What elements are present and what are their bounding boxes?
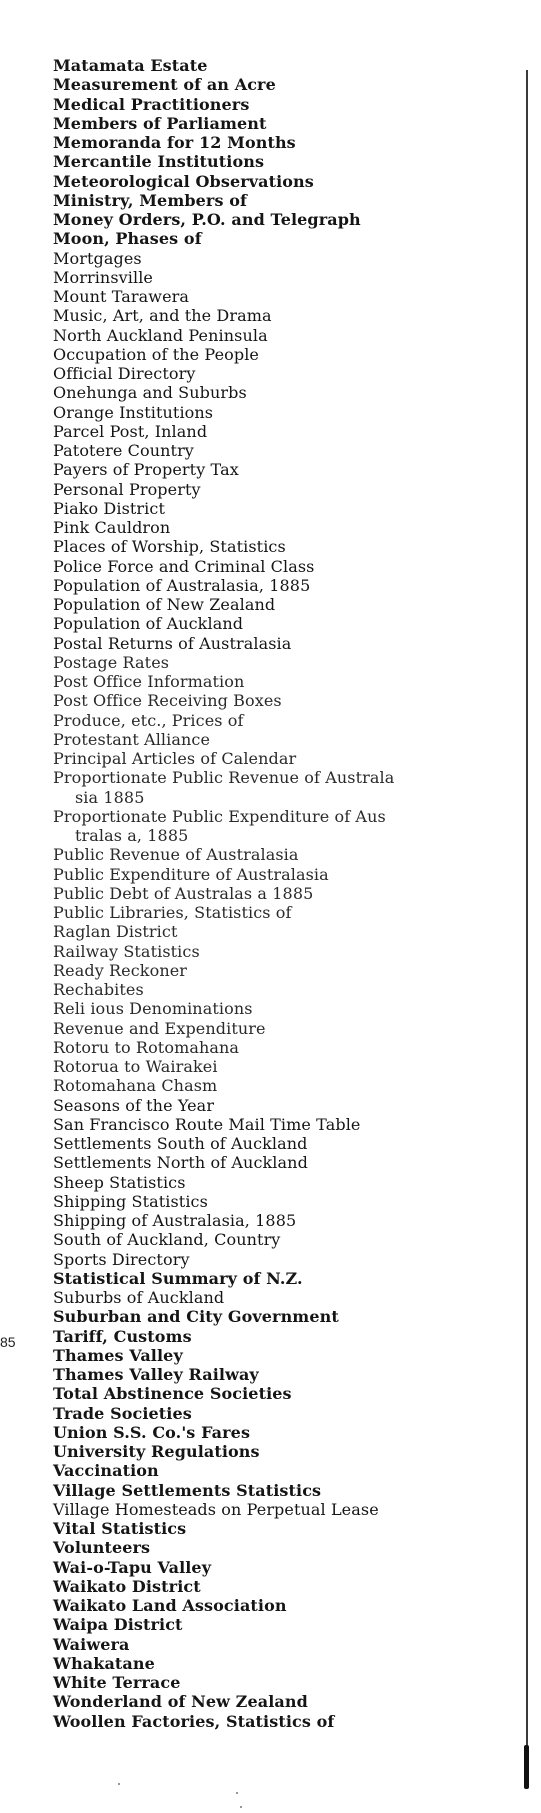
index-entry-text: Sports Directory xyxy=(53,1249,190,1269)
index-entry xyxy=(53,768,515,807)
index-entry xyxy=(53,1635,515,1654)
index-entry-text: Trade Societies xyxy=(53,1403,192,1423)
index-entry-text: Sheep Statistics xyxy=(53,1172,186,1192)
index-entry-text: Woollen Factories, Statistics of xyxy=(53,1711,335,1731)
index-entry xyxy=(53,441,515,460)
index-entry xyxy=(53,326,515,345)
index-entry xyxy=(53,287,515,306)
index-entry-text: Patotere Country xyxy=(53,441,194,460)
index-entry xyxy=(53,1153,515,1172)
index-entry-text: Rechabites xyxy=(53,980,144,999)
index-entry-text: Public Revenue of Australasia xyxy=(53,845,299,865)
index-entry xyxy=(53,1538,515,1557)
index-entry xyxy=(53,845,515,864)
index-entry-list xyxy=(53,56,515,1731)
index-entry-text: Thames Valley xyxy=(53,1345,183,1365)
index-entry-text: Mercantile Institutions xyxy=(53,152,265,172)
index-entry-text: Waikato District xyxy=(53,1576,201,1596)
index-entry xyxy=(53,1038,515,1057)
index-entry-text: Seasons of the Year xyxy=(53,1095,215,1115)
index-entry-text: Post Office Information xyxy=(53,672,245,691)
index-entry xyxy=(53,1500,515,1519)
index-entry xyxy=(53,1211,515,1230)
index-entry-text: South of Auckland, Country xyxy=(53,1230,281,1250)
index-entry-text: Vaccination xyxy=(53,1461,159,1481)
index-entry xyxy=(53,518,515,537)
index-entry-text: Population of New Zealand xyxy=(53,595,276,614)
index-entry xyxy=(53,1057,515,1076)
index-entry xyxy=(53,1288,515,1307)
index-entry xyxy=(53,1423,515,1442)
index-entry-continuation: tralas a, 1885 xyxy=(75,826,189,845)
index-entry xyxy=(53,229,515,248)
index-entry-text: Personal Property xyxy=(53,479,201,499)
index-entry-text: Produce, etc., Prices of xyxy=(53,710,244,730)
index-entry-text: Moon, Phases of xyxy=(53,229,202,249)
index-entry-text: Places of Worship, Statistics xyxy=(53,537,286,557)
index-entry-text: Total Abstinence Societies xyxy=(53,1384,292,1404)
index-entry xyxy=(53,1692,515,1711)
index-entry xyxy=(53,691,515,710)
index-entry-text: Ministry, Members of xyxy=(53,190,247,210)
index-entry-text: Settlements South of Auckland xyxy=(53,1134,308,1153)
index-entry-text: Settlements North of Auckland xyxy=(53,1153,308,1173)
index-entry-text: Raglan District xyxy=(53,922,178,942)
index-entry-text: Pink Cauldron xyxy=(53,518,171,537)
index-entry xyxy=(53,306,515,325)
index-entry-text: Orange Institutions xyxy=(53,402,214,422)
index-entry-text: Suburbs of Auckland xyxy=(53,1288,225,1307)
index-entry-text: Memoranda for 12 Months xyxy=(53,133,296,152)
index-entry-text: Vital Statistics xyxy=(53,1519,187,1538)
index-entry-text: Suburban and City Government xyxy=(53,1307,339,1327)
index-entry-text: Village Homesteads on Perpetual Lease xyxy=(53,1499,379,1519)
index-entry xyxy=(53,1384,515,1403)
index-entry-text: Postal Returns of Australasia xyxy=(53,633,292,653)
index-entry xyxy=(53,1519,515,1538)
index-entry-text: Rotomahana Chasm xyxy=(53,1076,218,1096)
index-entry-text: Members of Parliament xyxy=(53,113,267,133)
index-entry-text: Union S.S. Co.'s Fares xyxy=(53,1422,251,1442)
index-entry-text: Police Force and Criminal Class xyxy=(53,556,315,576)
index-entry xyxy=(53,711,515,730)
index-entry xyxy=(53,922,515,941)
index-entry xyxy=(53,903,515,922)
index-entry-text: Official Directory xyxy=(53,364,196,383)
index-entry xyxy=(53,595,515,614)
index-entry-text: Ready Reckoner xyxy=(53,960,188,980)
index-entry xyxy=(53,1596,515,1615)
index-entry-text: Population of Auckland xyxy=(53,614,244,634)
index-entry xyxy=(53,672,515,691)
index-entry-text: Volunteers xyxy=(53,1538,151,1558)
index-entry-text: Mortgages xyxy=(53,248,142,268)
index-entry-text: White Terrace xyxy=(53,1673,181,1692)
index-entry xyxy=(53,114,515,133)
index-entry xyxy=(53,1404,515,1423)
index-entry xyxy=(53,1461,515,1480)
index-entry-text: Post Office Receiving Boxes xyxy=(53,691,282,711)
index-entry-text: North Auckland Peninsula xyxy=(53,325,268,345)
index-entry-text: Meteorological Observations xyxy=(53,171,314,191)
index-entry-text: Waikato Land Association xyxy=(53,1596,287,1615)
index-entry-text: Parcel Post, Inland xyxy=(53,421,208,441)
index-entry xyxy=(53,942,515,961)
index-entry xyxy=(53,249,515,268)
index-entry-text: Occupation of the People xyxy=(53,344,260,364)
index-entry xyxy=(53,1481,515,1500)
index-entry-text: Morrinsville xyxy=(53,267,154,287)
index-entry-text: Matamata Estate xyxy=(53,56,208,75)
index-entry-text: Village Settlements Statistics xyxy=(53,1480,322,1500)
index-entry xyxy=(53,1250,515,1269)
index-entry-text: Piako District xyxy=(53,498,165,518)
index-entry-text: Statistical Summary of N.Z. xyxy=(53,1268,303,1288)
index-entry xyxy=(53,1076,515,1095)
index-entry xyxy=(53,807,515,846)
index-entry-text: Music, Art, and the Drama xyxy=(53,306,272,326)
index-entry xyxy=(53,1577,515,1596)
index-entry-text: Protestant Alliance xyxy=(53,729,211,749)
index-entry xyxy=(53,730,515,749)
index-entry xyxy=(53,133,515,152)
index-entry xyxy=(53,1673,515,1692)
index-entry xyxy=(53,172,515,191)
index-entry xyxy=(53,1269,515,1288)
scan-speck xyxy=(118,1783,120,1785)
index-entry xyxy=(53,961,515,980)
index-entry xyxy=(53,499,515,518)
index-entry-text: Postage Rates xyxy=(53,652,170,672)
index-entry xyxy=(53,980,515,999)
index-entry xyxy=(53,865,515,884)
index-entry xyxy=(53,422,515,441)
margin-page-fragment: 85 xyxy=(0,1334,16,1350)
column-rule xyxy=(526,70,528,1780)
index-entry xyxy=(53,191,515,210)
index-entry-text: Public Debt of Australas a 1885 xyxy=(53,883,314,903)
index-entry xyxy=(53,210,515,229)
index-entry-text: Reli ious Denominations xyxy=(53,999,253,1019)
index-entry xyxy=(53,1019,515,1038)
index-entry-text: San Francisco Route Mail Time Table xyxy=(53,1114,361,1134)
index-entry-text: Public Expenditure of Australasia xyxy=(53,864,329,884)
index-entry xyxy=(53,1654,515,1673)
column-rule-end xyxy=(524,1745,529,1789)
index-entry-text: Shipping of Australasia, 1885 xyxy=(53,1211,297,1230)
index-entry-text: Rotorua to Wairakei xyxy=(53,1057,218,1076)
index-entry xyxy=(53,576,515,595)
index-entry xyxy=(53,537,515,556)
index-entry xyxy=(53,1096,515,1115)
index-entry-continuation: sia 1885 xyxy=(75,787,145,807)
index-entry-text: Population of Australasia, 1885 xyxy=(53,575,311,595)
index-entry xyxy=(53,460,515,479)
index-entry xyxy=(53,383,515,402)
index-entry xyxy=(53,1442,515,1461)
index-entry-text: Measurement of an Acre xyxy=(53,75,276,95)
index-entry xyxy=(53,345,515,364)
index-entry xyxy=(53,268,515,287)
index-entry xyxy=(53,614,515,633)
index-entry-text: Payers of Property Tax xyxy=(53,460,239,480)
scan-speck xyxy=(240,1806,242,1808)
index-entry-text: Onehunga and Suburbs xyxy=(53,383,247,403)
index-entry-text: Wonderland of New Zealand xyxy=(53,1692,308,1712)
index-entry-text: Waiwera xyxy=(53,1634,130,1654)
index-entry-text: Proportionate Public Revenue of Australa xyxy=(53,768,395,788)
index-entry xyxy=(53,1558,515,1577)
index-entry-text: Money Orders, P.O. and Telegraph xyxy=(53,210,361,229)
index-entry-text: Wai-o-Tapu Valley xyxy=(53,1557,212,1577)
index-entry xyxy=(53,1134,515,1153)
index-entry-text: Medical Practitioners xyxy=(53,94,250,114)
index-entry-text: Rotoru to Rotomahana xyxy=(53,1037,240,1057)
index-entry-text: Public Libraries, Statistics of xyxy=(53,903,292,922)
scan-speck xyxy=(236,1792,238,1794)
index-entry-text: Proportionate Public Expenditure of Aus xyxy=(53,806,386,826)
index-entry xyxy=(53,1327,515,1346)
index-entry-text: University Regulations xyxy=(53,1442,260,1461)
index-entry xyxy=(53,749,515,768)
index-entry xyxy=(53,1192,515,1211)
index-entry-text: Waipa District xyxy=(53,1615,183,1635)
index-entry xyxy=(53,1230,515,1249)
index-entry xyxy=(53,480,515,499)
index-entry-text: Thames Valley Railway xyxy=(53,1365,259,1384)
index-entry xyxy=(53,634,515,653)
index-entry xyxy=(53,56,515,75)
index-entry xyxy=(53,653,515,672)
index-entry xyxy=(53,1712,515,1731)
index-entry xyxy=(53,999,515,1018)
index-entry xyxy=(53,1173,515,1192)
index-entry-text: Tariff, Customs xyxy=(53,1326,192,1346)
index-entry xyxy=(53,1307,515,1326)
index-entry xyxy=(53,884,515,903)
index-entry xyxy=(53,364,515,383)
index-entry xyxy=(53,152,515,171)
index-entry-text: Railway Statistics xyxy=(53,941,200,961)
index-entry-text: Principal Articles of Calendar xyxy=(53,749,297,768)
index-entry xyxy=(53,95,515,114)
index-entry xyxy=(53,1365,515,1384)
index-entry xyxy=(53,1615,515,1634)
index-entry xyxy=(53,557,515,576)
index-entry xyxy=(53,1115,515,1134)
index-entry xyxy=(53,403,515,422)
index-entry xyxy=(53,75,515,94)
index-entry-text: Revenue and Expenditure xyxy=(53,1018,266,1038)
index-entry xyxy=(53,1346,515,1365)
index-entry-text: Mount Tarawera xyxy=(53,287,190,306)
index-entry-text: Whakatane xyxy=(53,1653,155,1673)
index-entry-text: Shipping Statistics xyxy=(53,1191,208,1211)
